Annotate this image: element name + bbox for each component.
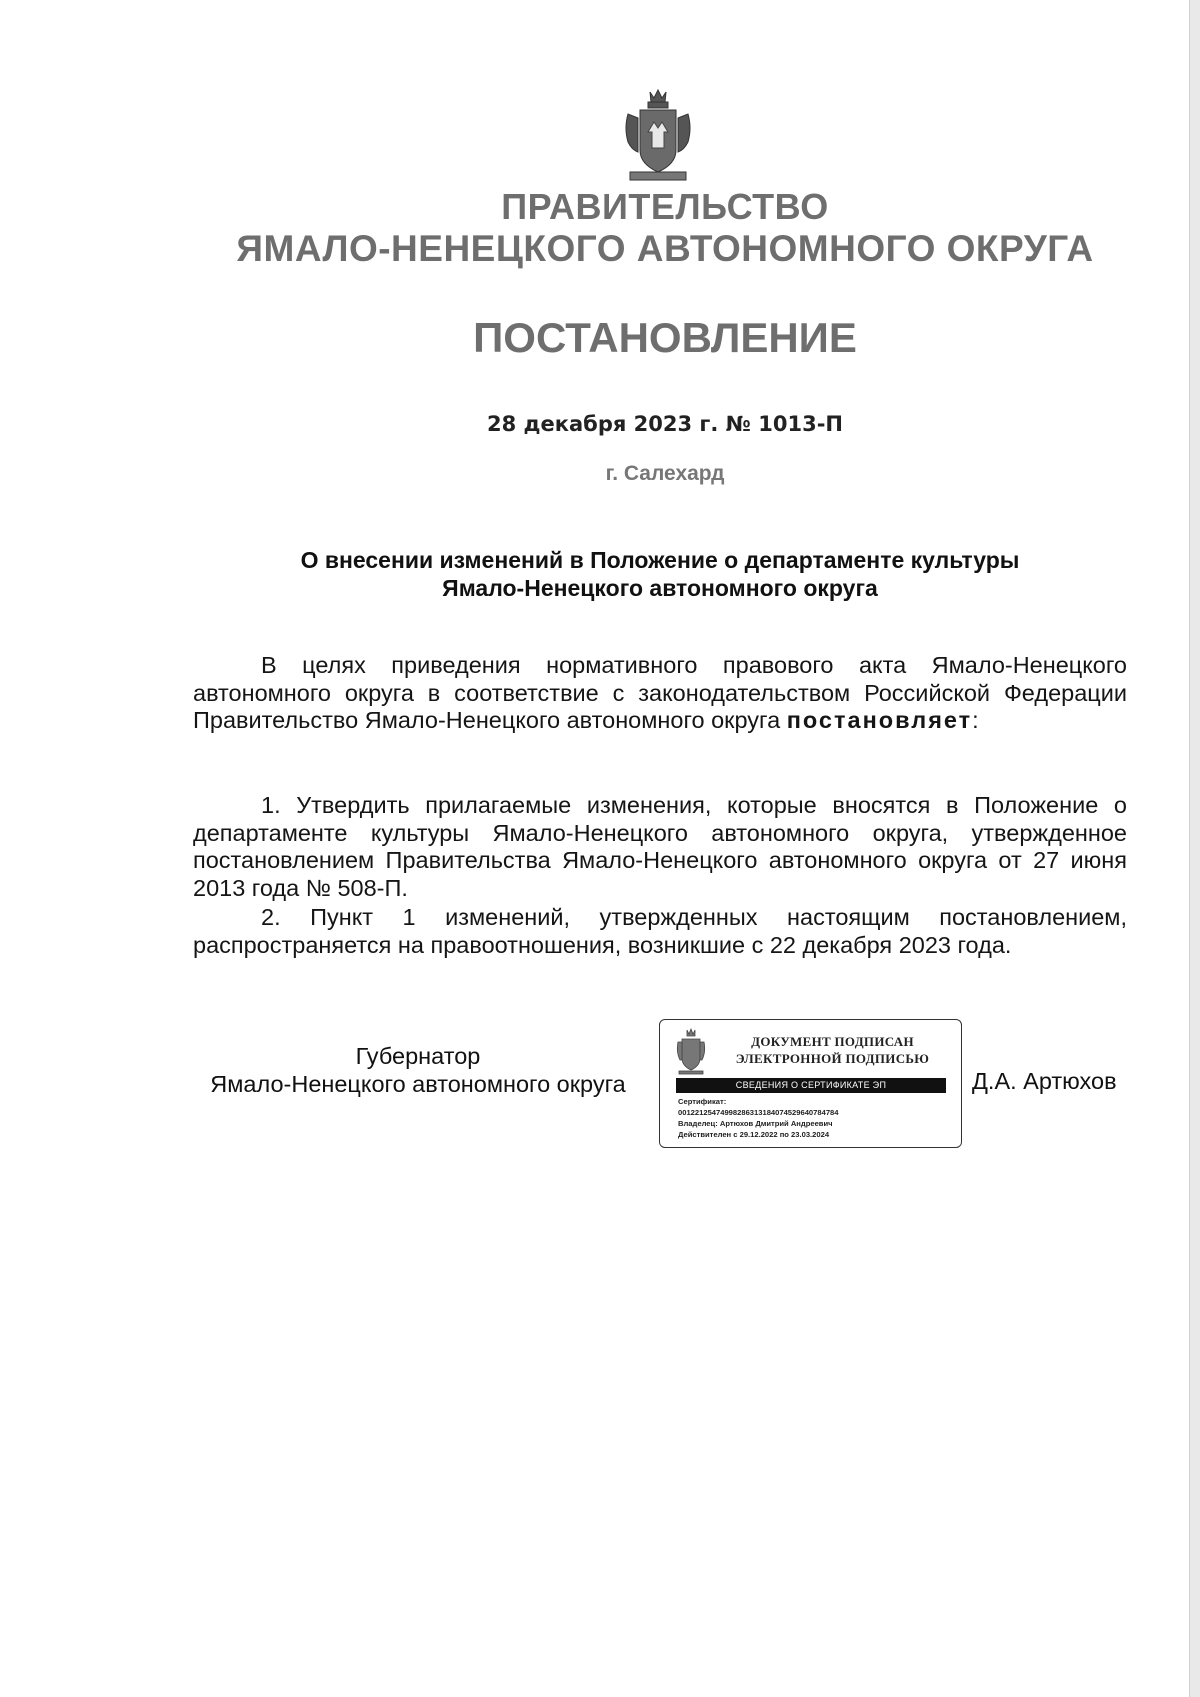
document-subject — [210, 546, 1110, 602]
stamp-heading-line: ДОКУМЕНТ ПОДПИСАН — [751, 1034, 914, 1049]
preamble-text: В целях приведения нормативного правового акта Ямало-Ненецкого автономного округа в соответствие с законодательством Российской Федерации Правительство Ямало-Ненецкого автономного округа — [193, 652, 1127, 733]
stamp-emblem-icon — [676, 1028, 706, 1076]
document-date-number: 28 декабря 2023 г. № 1013-П — [487, 412, 843, 436]
signer-position-line: Ямало-Ненецкого автономного округа — [210, 1071, 626, 1097]
region-title: ЯМАЛО-НЕНЕЦКОГО АВТОНОМНОГО ОКРУГА — [236, 228, 1094, 269]
signer-position — [193, 1042, 643, 1098]
signer-name: Д.А. Артюхов — [972, 1068, 1117, 1094]
certificate-owner: Владелец: Артюхов Дмитрий Андреевич — [678, 1119, 833, 1128]
subject-line: Ямало-Ненецкого автономного округа — [442, 575, 878, 601]
coat-of-arms-emblem — [618, 88, 698, 184]
document-type-heading: ПОСТАНОВЛЕНИЕ — [473, 314, 857, 361]
clause-1-paragraph: 1. Утвердить прилагаемые изменения, которые вносятся в Положение о департаменте культуры Ямало-Ненецкого автономного округа, утвержденное постановлением Правительства Ямало-Ненецкого автономного округа от 27 июня 2013 года № 508-П. — [193, 792, 1127, 901]
resolves-keyword: постановляет — [786, 707, 973, 733]
subject-line: О внесении изменений в Положение о департаменте культуры — [300, 547, 1020, 573]
certificate-number: 00122125474998286313184074529640784784 — [678, 1108, 839, 1117]
signer-position-line: Губернатор — [355, 1043, 481, 1069]
electronic-signature-stamp — [659, 1019, 962, 1148]
certificate-validity: Действителен с 29.12.2022 по 23.03.2024 — [678, 1130, 830, 1139]
government-title: ПРАВИТЕЛЬСТВО — [501, 186, 829, 227]
preamble-paragraph — [193, 652, 1127, 735]
certificate-label: Сертификат: — [678, 1097, 727, 1106]
document-city: г. Салехард — [605, 462, 725, 485]
stamp-heading — [710, 1033, 955, 1067]
stamp-heading-line: ЭЛЕКТРОННОЙ ПОДПИСЬЮ — [735, 1051, 930, 1066]
certificate-info-bar: СВЕДЕНИЯ О СЕРТИФИКАТЕ ЭП — [676, 1078, 946, 1093]
clause-2-paragraph: 2. Пункт 1 изменений, утвержденных настоящим постановлением, распространяется на правоотношения, возникшие с 22 декабря 2023 года. — [193, 904, 1127, 958]
preamble-colon: : — [972, 707, 979, 733]
